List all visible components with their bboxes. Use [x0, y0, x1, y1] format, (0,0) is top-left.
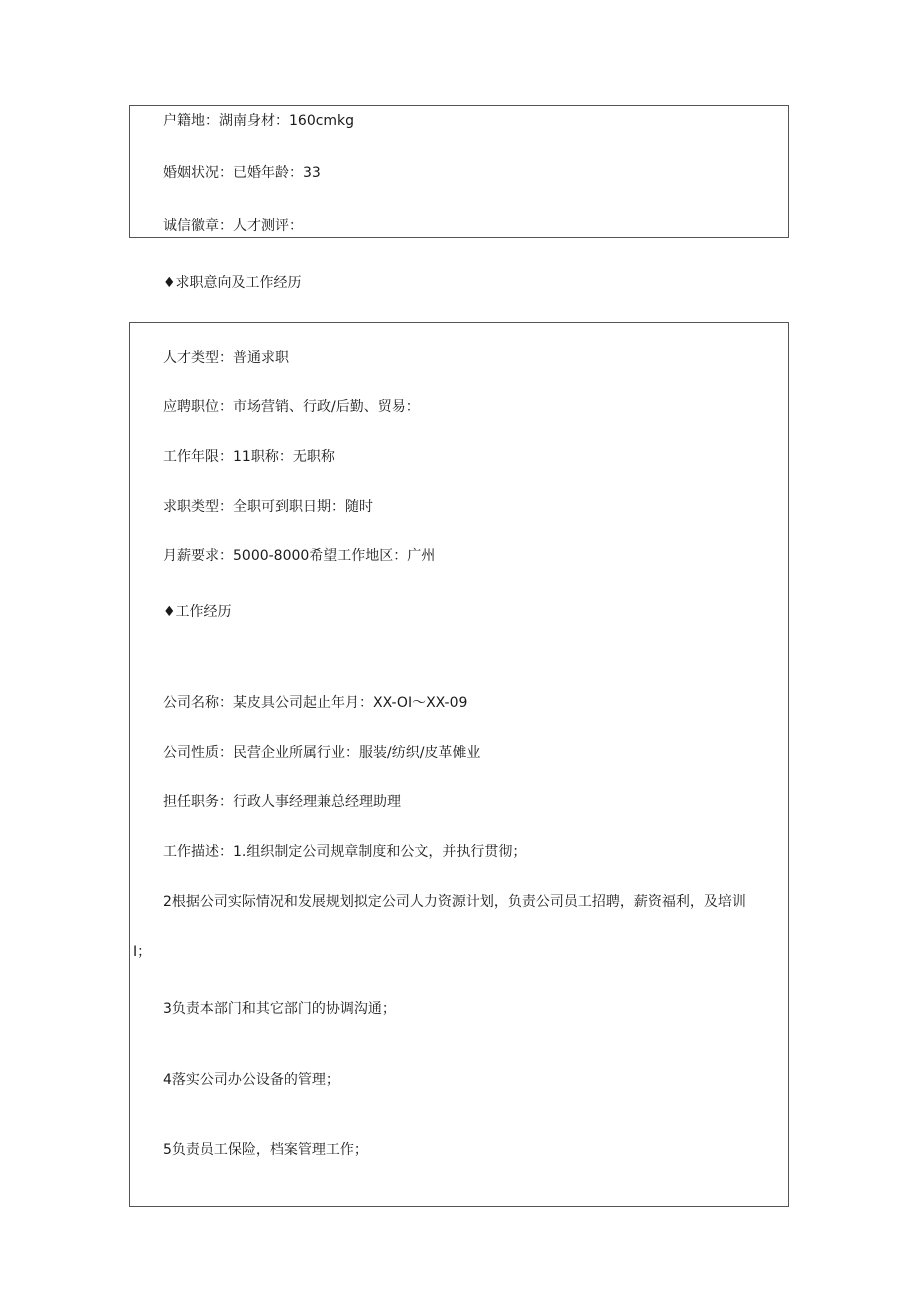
marital-age-line: 婚姻状况：已婚年龄：33 — [163, 165, 321, 181]
company-nature-line: 公司性质：民营企业所属行业：服装/纺织/皮革傩业 — [163, 745, 481, 761]
desc-line-4: 4落实公司办公设备的管理； — [163, 1072, 340, 1088]
position-line: 应聘职位：市场营销、行政/后勤、贸易： — [163, 399, 420, 415]
section-heading-work: ♦工作经历 — [163, 604, 232, 620]
badge-line: 诚信徽章：人才测评： — [163, 218, 303, 234]
role-line: 担任职务：行政人事经理兼总经理助理 — [163, 794, 401, 810]
salary-line: 月薪要求：5000-8000希望工作地区：广州 — [163, 548, 436, 564]
hukou-line: 户籍地：湖南身材：160cmkg — [163, 113, 355, 129]
desc-line-5: 5负责员工保险，档案管理工作； — [163, 1142, 368, 1158]
company-name-line: 公司名称：某皮具公司起止年月：XX-OI～XX-09 — [163, 695, 468, 711]
section-heading-intent: ♦求职意向及工作经历 — [163, 275, 302, 291]
job-type-line: 求职类型：全职可到职日期：随时 — [163, 499, 373, 515]
desc-line-2: 2根据公司实际情况和发展规划拟定公司人力资源计划，负责公司员工招聘，薪资福利，及培训 — [163, 894, 746, 910]
desc-line-3: 3负责本部门和其它部门的协调沟通； — [163, 1001, 396, 1017]
desc-line-1: 工作描述：1.组织制定公司规章制度和公文，并执行贯彻； — [163, 844, 527, 860]
years-line: 工作年限：11职称：无职称 — [163, 449, 335, 465]
talent-type-line: 人才类型：普通求职 — [163, 350, 289, 366]
desc-line-2-cont: I； — [133, 944, 152, 960]
